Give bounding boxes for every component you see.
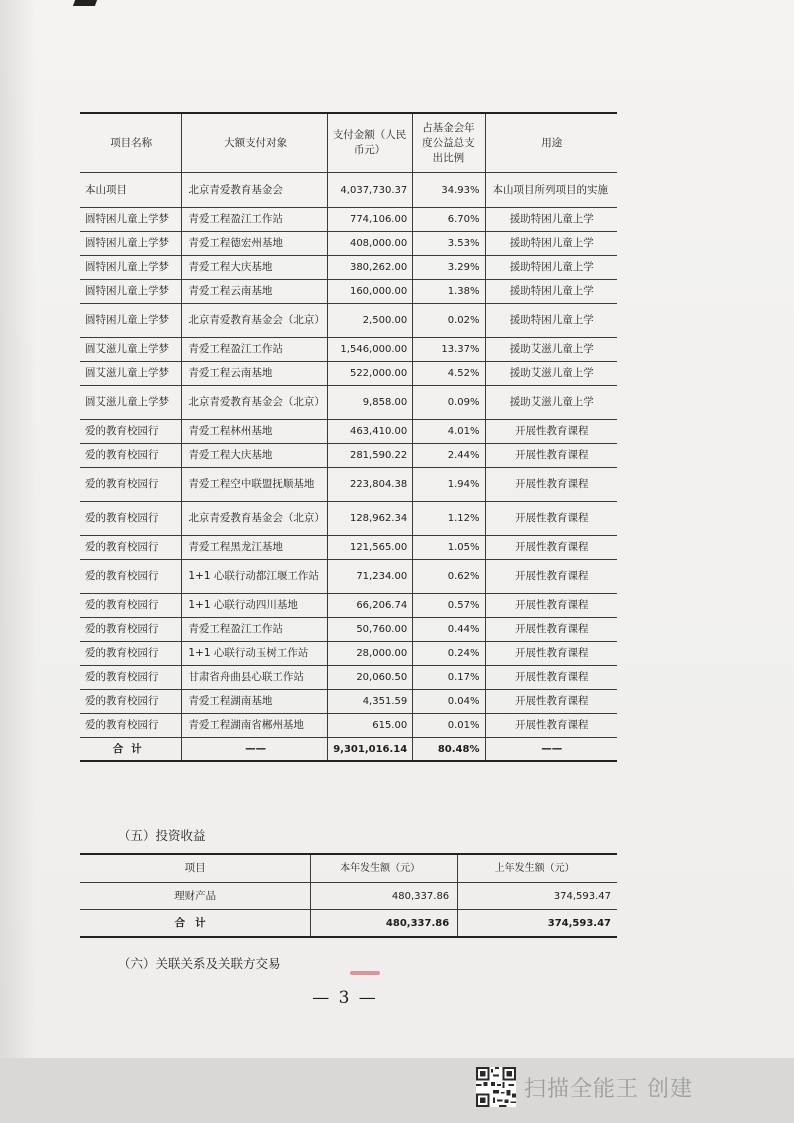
- row-name: 爱的教育校园行: [80, 690, 182, 714]
- inv-header-previous: 上年发生额（元）: [458, 854, 617, 883]
- inv-header-current: 本年发生额（元）: [311, 854, 458, 883]
- row-use: 援助艾滋儿童上学: [486, 338, 617, 362]
- row-target: 青爱工程空中联盟抚顺基地: [182, 468, 328, 502]
- row-amount: 160,000.00: [327, 280, 412, 304]
- row-ratio: 1.12%: [413, 502, 486, 536]
- row-name: 爱的教育校园行: [80, 714, 182, 738]
- row-target: 甘肃省舟曲县心联工作站: [182, 666, 328, 690]
- row-ratio: 1.94%: [413, 468, 486, 502]
- header-amount: 支付金额（人民币元）: [327, 113, 412, 173]
- inv-header-item: 项目: [80, 854, 311, 883]
- row-use: 援助艾滋儿童上学: [486, 362, 617, 386]
- row-use: 本山项目所列项目的实施: [486, 173, 617, 208]
- row-use: 援助特困儿童上学: [486, 256, 617, 280]
- row-ratio: 0.44%: [413, 618, 486, 642]
- row-ratio: 6.70%: [413, 208, 486, 232]
- table-row: [80, 362, 617, 386]
- row-amount: 20,060.50: [327, 666, 412, 690]
- row-target: 青爱工程黑龙江基地: [182, 536, 328, 560]
- scanner-watermark: [476, 1065, 693, 1109]
- row-use: 开展性教育课程: [486, 594, 617, 618]
- row-name: 爱的教育校园行: [80, 444, 182, 468]
- header-use: 用途: [486, 113, 617, 173]
- row-name: 圆艾滋儿童上学梦: [80, 386, 182, 420]
- row-name: 爱的教育校园行: [80, 502, 182, 536]
- row-use: 开展性教育课程: [486, 502, 617, 536]
- row-ratio: 0.09%: [413, 386, 486, 420]
- row-name: 爱的教育校园行: [80, 468, 182, 502]
- row-name: 本山项目: [80, 173, 182, 208]
- row-name: 爱的教育校园行: [80, 642, 182, 666]
- row-name: 爱的教育校园行: [80, 618, 182, 642]
- table-row: [80, 232, 617, 256]
- row-use: 开展性教育课程: [486, 690, 617, 714]
- row-ratio: 1.38%: [413, 280, 486, 304]
- investment-table-header: [80, 854, 617, 883]
- row-ratio: 0.24%: [413, 642, 486, 666]
- row-use: 开展性教育课程: [486, 420, 617, 444]
- related-party-heading: （六）关联关系及关联方交易: [118, 956, 281, 971]
- row-amount: 4,351.59: [327, 690, 412, 714]
- inv-row-item: 理财产品: [80, 883, 311, 910]
- table-row: [80, 420, 617, 444]
- row-target: 青爱工程湖南基地: [182, 690, 328, 714]
- scan-shadow: [0, 0, 36, 1058]
- row-target: 青爱工程德宏州基地: [182, 232, 328, 256]
- investment-total-row: [80, 910, 617, 938]
- investment-row: [80, 883, 617, 910]
- total-target: ——: [182, 738, 328, 762]
- header-target: 大额支付对象: [182, 113, 328, 173]
- row-amount: 774,106.00: [327, 208, 412, 232]
- row-use: 开展性教育课程: [486, 642, 617, 666]
- table-row: [80, 502, 617, 536]
- row-ratio: 3.53%: [413, 232, 486, 256]
- row-target: 青爱工程盈江工作站: [182, 618, 328, 642]
- row-use: 开展性教育课程: [486, 618, 617, 642]
- inv-row-current: 480,337.86: [311, 883, 458, 910]
- total-label: 合计: [80, 738, 182, 762]
- row-ratio: 1.05%: [413, 536, 486, 560]
- table-row: [80, 666, 617, 690]
- table-row: [80, 714, 617, 738]
- row-target: 1+1 心联行动四川基地: [182, 594, 328, 618]
- payment-table-body: [80, 173, 617, 738]
- row-name: 爱的教育校园行: [80, 536, 182, 560]
- page-number: — 3 —: [312, 988, 378, 1008]
- row-use: 援助艾滋儿童上学: [486, 386, 617, 420]
- row-name: 圆特困儿童上学梦: [80, 208, 182, 232]
- row-target: 青爱工程盈江工作站: [182, 208, 328, 232]
- row-target: 青爱工程盈江工作站: [182, 338, 328, 362]
- row-amount: 71,234.00: [327, 560, 412, 594]
- row-amount: 281,590.22: [327, 444, 412, 468]
- table-row: [80, 256, 617, 280]
- row-amount: 408,000.00: [327, 232, 412, 256]
- row-target: 北京青爱教育基金会（北京）: [182, 386, 328, 420]
- qr-code-icon: [476, 1067, 516, 1107]
- row-use: 开展性教育课程: [486, 560, 617, 594]
- row-amount: 9,858.00: [327, 386, 412, 420]
- inv-total-current: 480,337.86: [311, 910, 458, 938]
- table-row: [80, 444, 617, 468]
- row-name: 圆特困儿童上学梦: [80, 280, 182, 304]
- table-row: [80, 642, 617, 666]
- payment-table: [80, 112, 617, 762]
- payment-table-header: [80, 113, 617, 173]
- scan-corner-mark: [73, 0, 97, 6]
- row-target: 青爱工程云南基地: [182, 362, 328, 386]
- watermark-text: 扫描全能王 创建: [524, 1076, 693, 1102]
- row-name: 爱的教育校园行: [80, 420, 182, 444]
- row-use: 援助特困儿童上学: [486, 280, 617, 304]
- row-amount: 615.00: [327, 714, 412, 738]
- table-row: [80, 280, 617, 304]
- header-ratio: 占基金会年度公益总支出比例: [413, 113, 486, 173]
- row-name: 爱的教育校园行: [80, 594, 182, 618]
- row-use: 援助特困儿童上学: [486, 232, 617, 256]
- row-target: 青爱工程湖南省郴州基地: [182, 714, 328, 738]
- row-target: 北京青爱教育基金会（北京）: [182, 304, 328, 338]
- row-target: 北京青爱教育基金会（北京）: [182, 502, 328, 536]
- row-ratio: 4.01%: [413, 420, 486, 444]
- row-ratio: 0.01%: [413, 714, 486, 738]
- row-amount: 522,000.00: [327, 362, 412, 386]
- payment-total-row: [80, 738, 617, 762]
- row-target: 青爱工程云南基地: [182, 280, 328, 304]
- row-name: 圆艾滋儿童上学梦: [80, 338, 182, 362]
- row-use: 开展性教育课程: [486, 714, 617, 738]
- table-row: [80, 594, 617, 618]
- row-amount: 380,262.00: [327, 256, 412, 280]
- table-row: [80, 208, 617, 232]
- row-amount: 4,037,730.37: [327, 173, 412, 208]
- row-ratio: 0.17%: [413, 666, 486, 690]
- total-ratio: 80.48%: [413, 738, 486, 762]
- row-target: 1+1 心联行动都江堰工作站: [182, 560, 328, 594]
- row-ratio: 4.52%: [413, 362, 486, 386]
- row-use: 开展性教育课程: [486, 468, 617, 502]
- table-row: [80, 304, 617, 338]
- row-name: 圆特困儿童上学梦: [80, 304, 182, 338]
- table-row: [80, 618, 617, 642]
- row-amount: 66,206.74: [327, 594, 412, 618]
- row-target: 青爱工程大庆基地: [182, 444, 328, 468]
- row-name: 圆艾滋儿童上学梦: [80, 362, 182, 386]
- investment-heading: （五）投资收益: [118, 828, 206, 843]
- row-ratio: 0.04%: [413, 690, 486, 714]
- row-target: 青爱工程大庆基地: [182, 256, 328, 280]
- inv-row-previous: 374,593.47: [458, 883, 617, 910]
- table-row: [80, 536, 617, 560]
- row-amount: 2,500.00: [327, 304, 412, 338]
- row-amount: 28,000.00: [327, 642, 412, 666]
- row-target: 青爱工程林州基地: [182, 420, 328, 444]
- row-name: 圆特困儿童上学梦: [80, 256, 182, 280]
- table-row: [80, 560, 617, 594]
- total-amount: 9,301,016.14: [327, 738, 412, 762]
- row-amount: 121,565.00: [327, 536, 412, 560]
- row-amount: 1,546,000.00: [327, 338, 412, 362]
- row-ratio: 34.93%: [413, 173, 486, 208]
- row-use: 开展性教育课程: [486, 536, 617, 560]
- table-row: [80, 468, 617, 502]
- row-ratio: 13.37%: [413, 338, 486, 362]
- table-row: [80, 338, 617, 362]
- row-use: 援助特困儿童上学: [486, 304, 617, 338]
- row-ratio: 3.29%: [413, 256, 486, 280]
- row-ratio: 0.02%: [413, 304, 486, 338]
- row-use: 开展性教育课程: [486, 666, 617, 690]
- table-row: [80, 386, 617, 420]
- row-amount: 50,760.00: [327, 618, 412, 642]
- row-ratio: 2.44%: [413, 444, 486, 468]
- row-use: 援助特困儿童上学: [486, 208, 617, 232]
- row-name: 圆特困儿童上学梦: [80, 232, 182, 256]
- row-target: 北京青爱教育基金会: [182, 173, 328, 208]
- row-amount: 223,804.38: [327, 468, 412, 502]
- inv-total-label: 合计: [80, 910, 311, 938]
- row-amount: 463,410.00: [327, 420, 412, 444]
- row-use: 开展性教育课程: [486, 444, 617, 468]
- table-row: [80, 690, 617, 714]
- investment-table: [80, 853, 617, 938]
- row-name: 爱的教育校园行: [80, 560, 182, 594]
- row-target: 1+1 心联行动玉树工作站: [182, 642, 328, 666]
- header-name: 项目名称: [80, 113, 182, 173]
- row-ratio: 0.57%: [413, 594, 486, 618]
- row-amount: 128,962.34: [327, 502, 412, 536]
- inv-total-previous: 374,593.47: [458, 910, 617, 938]
- row-name: 爱的教育校园行: [80, 666, 182, 690]
- stamp-fragment: [350, 971, 380, 975]
- row-ratio: 0.62%: [413, 560, 486, 594]
- table-row: [80, 173, 617, 208]
- total-use: ——: [486, 738, 617, 762]
